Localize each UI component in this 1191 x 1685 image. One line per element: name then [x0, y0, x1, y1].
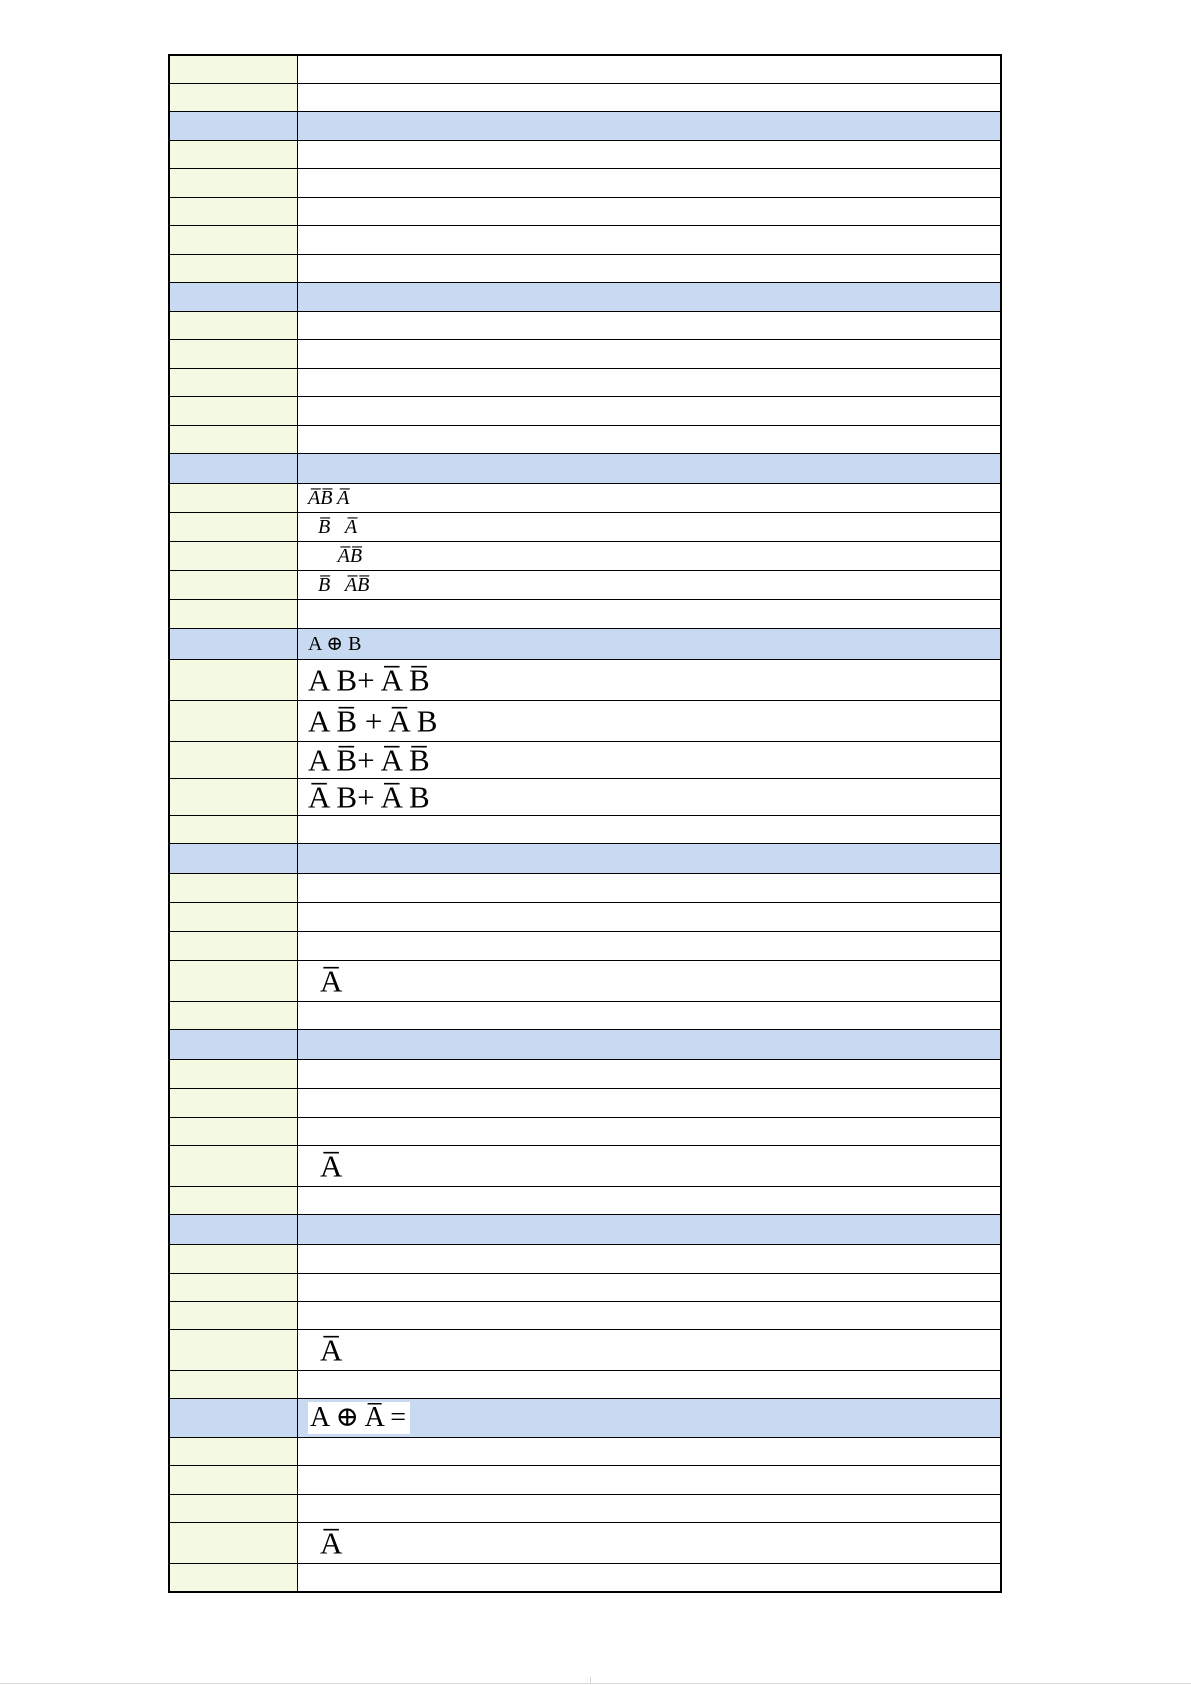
option-cell	[298, 1330, 1000, 1370]
table-row	[170, 198, 1000, 226]
option-expression: B̅ A̅B̅	[308, 574, 370, 596]
question-cell	[298, 112, 1000, 140]
question-header-row	[170, 112, 1000, 141]
table-row	[170, 169, 1000, 198]
question-cell	[298, 1030, 1000, 1059]
option-label-cell	[170, 571, 298, 599]
row-label-cell	[170, 226, 298, 254]
answer-option-row	[170, 779, 1000, 816]
option-label-cell	[170, 1118, 298, 1145]
table-row	[170, 56, 1000, 84]
table-row	[170, 226, 1000, 255]
answer-option-row	[170, 932, 1000, 961]
option-label-cell	[170, 1274, 298, 1301]
row-content-cell	[298, 397, 1000, 425]
option-expression: B̅ A̅	[308, 516, 358, 538]
question-header-row	[170, 844, 1000, 874]
option-expression: A̅	[320, 1332, 343, 1368]
option-label-cell	[170, 1146, 298, 1186]
table-row	[170, 397, 1000, 426]
row-content-cell	[298, 340, 1000, 368]
option-cell	[298, 1146, 1000, 1186]
option-label-cell	[170, 1245, 298, 1273]
option-cell	[298, 1495, 1000, 1522]
option-label-cell	[170, 660, 298, 700]
option-label-cell	[170, 484, 298, 512]
row-content-cell	[298, 1564, 1000, 1591]
answer-option-row	[170, 1060, 1000, 1089]
option-label-cell	[170, 1330, 298, 1370]
row-label-cell	[170, 340, 298, 368]
header-label-cell	[170, 1215, 298, 1244]
option-cell	[298, 571, 1000, 599]
option-cell	[298, 903, 1000, 931]
question-cell	[298, 1399, 1000, 1437]
option-cell	[298, 779, 1000, 815]
question-header-row	[170, 283, 1000, 312]
option-expression: A B̅+ A̅ B̅	[308, 742, 430, 778]
option-label-cell	[170, 742, 298, 778]
answer-option-row	[170, 874, 1000, 903]
row-label-cell	[170, 600, 298, 628]
option-cell	[298, 484, 1000, 512]
table-row	[170, 1564, 1000, 1591]
option-cell	[298, 542, 1000, 570]
table-row	[170, 600, 1000, 629]
row-content-cell	[298, 255, 1000, 282]
row-content-cell	[298, 198, 1000, 225]
option-cell	[298, 1466, 1000, 1494]
row-content-cell	[298, 1002, 1000, 1029]
question-cell	[298, 629, 1000, 659]
row-content-cell	[298, 600, 1000, 628]
option-cell	[298, 742, 1000, 778]
row-content-cell	[298, 426, 1000, 453]
table-row	[170, 141, 1000, 169]
answer-option-row	[170, 660, 1000, 701]
row-content-cell	[298, 816, 1000, 843]
row-label-cell	[170, 141, 298, 168]
question-header-row	[170, 629, 1000, 660]
row-content-cell	[298, 369, 1000, 396]
option-label-cell	[170, 1495, 298, 1522]
row-label-cell	[170, 816, 298, 843]
answer-option-row	[170, 1146, 1000, 1187]
option-label-cell	[170, 961, 298, 1001]
table-row	[170, 1371, 1000, 1399]
answer-option-row	[170, 571, 1000, 600]
answer-option-row	[170, 1089, 1000, 1118]
row-content-cell	[298, 169, 1000, 197]
row-content-cell	[298, 84, 1000, 111]
option-label-cell	[170, 1060, 298, 1088]
answer-option-row	[170, 742, 1000, 779]
option-cell	[298, 874, 1000, 902]
option-expression: A̅	[320, 1525, 343, 1561]
row-label-cell	[170, 1371, 298, 1398]
row-label-cell	[170, 56, 298, 83]
answer-option-row	[170, 1466, 1000, 1495]
option-cell	[298, 513, 1000, 541]
table-row	[170, 312, 1000, 340]
row-label-cell	[170, 397, 298, 425]
option-cell	[298, 961, 1000, 1001]
option-cell	[298, 932, 1000, 960]
header-label-cell	[170, 454, 298, 483]
table-row	[170, 369, 1000, 397]
option-label-cell	[170, 1438, 298, 1465]
row-label-cell	[170, 1187, 298, 1214]
header-label-cell	[170, 1030, 298, 1059]
answer-option-row	[170, 542, 1000, 571]
question-header-row	[170, 1399, 1000, 1438]
header-label-cell	[170, 112, 298, 140]
question-cell	[298, 844, 1000, 873]
option-label-cell	[170, 932, 298, 960]
row-content-cell	[298, 312, 1000, 339]
row-label-cell	[170, 255, 298, 282]
option-cell	[298, 1118, 1000, 1145]
answer-option-row	[170, 1274, 1000, 1302]
row-label-cell	[170, 426, 298, 453]
page-bottom-rule	[0, 1683, 1191, 1684]
answer-option-row	[170, 484, 1000, 513]
header-label-cell	[170, 283, 298, 311]
option-cell	[298, 1302, 1000, 1329]
option-cell	[298, 1060, 1000, 1088]
row-label-cell	[170, 169, 298, 197]
answer-option-row	[170, 1245, 1000, 1274]
table-row	[170, 255, 1000, 283]
answer-option-row	[170, 1523, 1000, 1564]
row-label-cell	[170, 84, 298, 111]
option-label-cell	[170, 874, 298, 902]
answer-option-row	[170, 961, 1000, 1002]
answer-option-row	[170, 1438, 1000, 1466]
row-content-cell	[298, 226, 1000, 254]
row-content-cell	[298, 56, 1000, 83]
option-label-cell	[170, 1089, 298, 1117]
option-label-cell	[170, 1523, 298, 1563]
page-center-tick	[590, 1677, 591, 1683]
table-row	[170, 816, 1000, 844]
option-expression: A̅ B+ A̅ B	[308, 779, 430, 815]
header-label-cell	[170, 844, 298, 873]
option-cell	[298, 1245, 1000, 1273]
option-cell	[298, 701, 1000, 741]
header-label-cell	[170, 1399, 298, 1437]
row-content-cell	[298, 141, 1000, 168]
question-header-row	[170, 1030, 1000, 1060]
answer-option-row	[170, 1302, 1000, 1330]
option-expression: A̅	[320, 963, 343, 999]
option-cell	[298, 1274, 1000, 1301]
question-expression: A ⊕ B	[308, 633, 362, 655]
table-row	[170, 1002, 1000, 1030]
question-expression: A ⊕ A̅ =	[308, 1402, 410, 1434]
answer-option-row	[170, 1118, 1000, 1146]
table-row	[170, 84, 1000, 112]
option-expression: A̅	[320, 1148, 343, 1184]
question-cell	[298, 1215, 1000, 1244]
question-header-row	[170, 1215, 1000, 1245]
option-label-cell	[170, 903, 298, 931]
question-cell	[298, 283, 1000, 311]
option-label-cell	[170, 542, 298, 570]
table-row	[170, 426, 1000, 454]
row-label-cell	[170, 312, 298, 339]
answer-option-row	[170, 513, 1000, 542]
answer-option-row	[170, 1330, 1000, 1371]
answer-option-row	[170, 701, 1000, 742]
option-cell	[298, 1089, 1000, 1117]
question-cell	[298, 454, 1000, 483]
row-label-cell	[170, 1564, 298, 1591]
row-content-cell	[298, 1371, 1000, 1398]
answer-option-row	[170, 1495, 1000, 1523]
answer-option-row	[170, 903, 1000, 932]
option-cell	[298, 660, 1000, 700]
option-label-cell	[170, 1466, 298, 1494]
option-expression: A̅B̅	[308, 545, 363, 567]
table-row	[170, 1187, 1000, 1215]
row-label-cell	[170, 369, 298, 396]
option-label-cell	[170, 1302, 298, 1329]
option-cell	[298, 1438, 1000, 1465]
row-content-cell	[298, 1187, 1000, 1214]
table-row	[170, 340, 1000, 369]
option-expression: A B̅ + A̅ B	[308, 703, 438, 739]
header-label-cell	[170, 629, 298, 659]
option-expression: A̅B̅ A̅	[308, 487, 350, 509]
option-label-cell	[170, 701, 298, 741]
option-expression: A B+ A̅ B̅	[308, 662, 430, 698]
question-table	[168, 54, 1002, 1593]
option-cell	[298, 1523, 1000, 1563]
row-label-cell	[170, 198, 298, 225]
option-label-cell	[170, 779, 298, 815]
row-label-cell	[170, 1002, 298, 1029]
question-header-row	[170, 454, 1000, 484]
option-label-cell	[170, 513, 298, 541]
